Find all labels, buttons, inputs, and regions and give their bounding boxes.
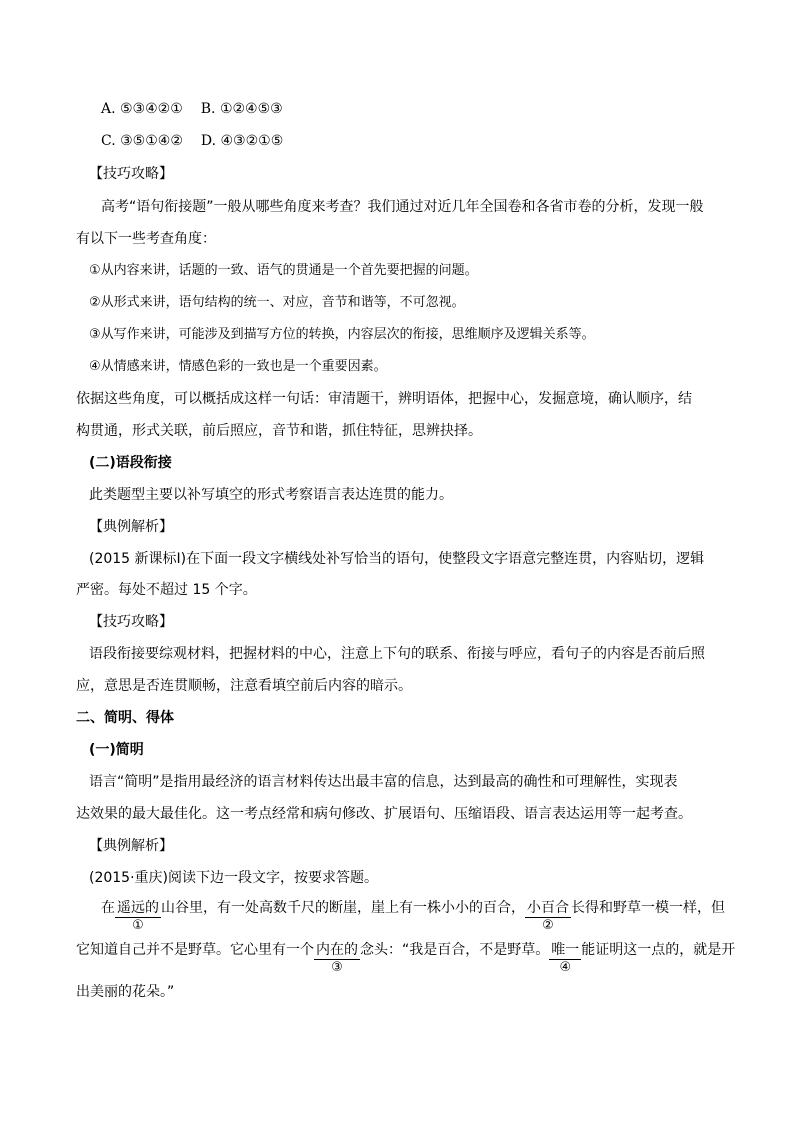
passage-text: 念头：“我是百合，不是野草。 (360, 942, 550, 958)
annotation-number: ③ (331, 960, 343, 975)
annotated-word-text: 小百合 (527, 900, 569, 916)
tips-heading-1: 【技巧攻略】 (89, 166, 173, 182)
annotated-word-text: 内在的 (316, 942, 358, 958)
angle-item-1: ①从内容来讲，话题的一致、语气的贯通是一个首先要把握的问题。 (89, 263, 478, 278)
passage-text: 长得和野草一模一样，但 (571, 900, 725, 916)
intro-line-2: 有以下一些考查角度： (76, 231, 216, 247)
subsection-concise-heading: (一)简明 (89, 742, 144, 758)
summary-line-1: 依据这些角度，可以概括成这样一句话：审清题干，辨明语体，把握中心，发掘意境，确认顺序，结 (76, 391, 692, 407)
angle-item-3: ③从写作来讲，可能涉及到描写方位的转换，内容层次的衔接，思维顺序及逻辑关系等。 (89, 327, 595, 342)
annotated-word-text: 遥远的 (117, 900, 159, 916)
passage-line-1 (101, 898, 725, 933)
passage-text: 能证明这一点的，就是开 (581, 942, 736, 958)
passage-text: 山谷里，有一处高数千尺的断崖，崖上有一株小小的百合， (161, 900, 525, 916)
intro-line-1: 高考“语句衔接题”一般从哪些角度来考查？我们通过对近几年全国卷和各省市卷的分析，发现一般 (101, 199, 704, 215)
example-heading-2: 【典例解析】 (89, 838, 173, 854)
option-c: C. ③⑤①④② (101, 133, 183, 149)
annotation-number: ② (542, 918, 554, 933)
summary-line-2: 构贯通，形式关联，前后照应，音节和谐，抓住特征，思辨抉择。 (76, 423, 482, 439)
answer-options-row-1 (101, 99, 283, 119)
passage-line-2 (76, 940, 736, 975)
annotated-word-1 (115, 899, 161, 933)
example1-line-1: (2015 新课标Ⅰ)在下面一段文字横线处补写恰当的语句，使整段文字语意完整连贯，内容贴切，逻辑 (89, 551, 705, 567)
passage-text: 它知道自己并不是野草。它心里有一个 (76, 942, 314, 958)
concise-line-1: 语言“简明”是指用最经济的语言材料传达出最丰富的信息，达到最高的确性和可理解性，实现表 (89, 774, 678, 790)
annotation-number: ① (132, 918, 144, 933)
concise-line-2: 达效果的最大最佳化。这一考点经常和病句修改、扩展语句、压缩语段、语言表达运用等一起考查。 (76, 806, 692, 822)
section-paragraph-heading: (二)语段衔接 (89, 455, 172, 471)
annotated-word-2 (525, 899, 571, 933)
annotated-word-3 (314, 941, 360, 975)
passage-text: 在 (101, 900, 115, 916)
answer-options-row-2 (101, 131, 283, 151)
annotated-word-text: 唯一 (551, 942, 580, 958)
tips2-line-1: 语段衔接要综观材料，把握材料的中心，注意上下句的联系、衔接与呼应，看句子的内容是否前后照 (89, 646, 705, 662)
paragraph-description: 此类题型主要以补写填空的形式考察语言表达连贯的能力。 (89, 487, 453, 503)
example-heading-1: 【典例解析】 (89, 519, 173, 535)
angle-item-2: ②从形式来讲，语句结构的统一、对应，音节和谐等，不可忽视。 (89, 295, 465, 310)
section-two-heading: 二、简明、得体 (76, 710, 174, 726)
option-b: B. ①②④⑤③ (200, 101, 283, 117)
option-d: D. ④③②①⑤ (200, 133, 284, 149)
angle-item-4: ④从情感来讲，情感色彩的一致也是一个重要因素。 (89, 359, 387, 374)
passage-line-3: 出美丽的花朵。” (76, 984, 175, 1000)
example1-line-2: 严密。每处不超过 15 个字。 (76, 582, 257, 598)
tips2-line-2: 应，意思是否连贯顺畅，注意看填空前后内容的暗示。 (76, 678, 412, 694)
annotation-number: ④ (559, 960, 572, 975)
tips-heading-2: 【技巧攻略】 (89, 614, 173, 630)
example2-intro: (2015·重庆)阅读下边一段文字，按要求答题。 (89, 870, 379, 886)
option-a: A. ⑤③④②① (101, 101, 183, 117)
annotated-word-4 (549, 941, 581, 975)
